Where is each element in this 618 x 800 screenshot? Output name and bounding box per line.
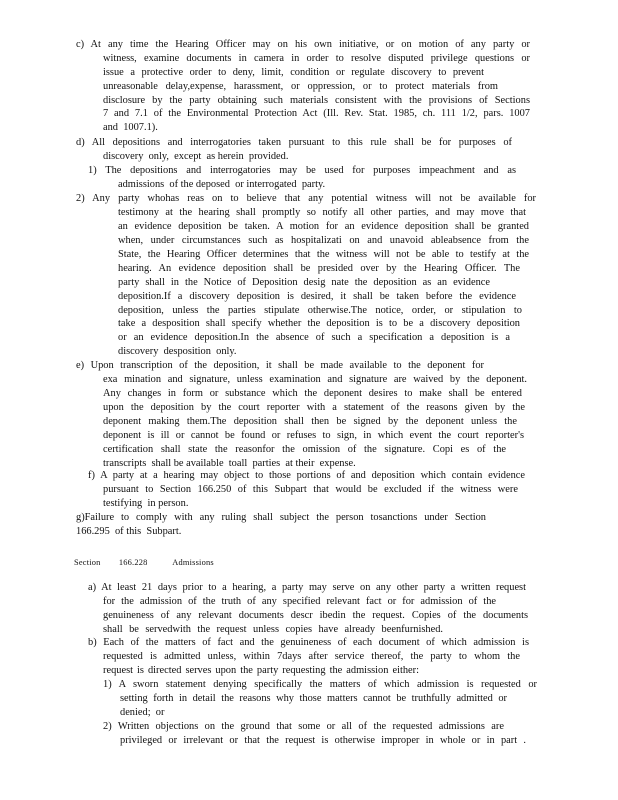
text-line: testifying in person. (103, 498, 189, 509)
text-line: upon the deposition by the court reporter with a statement of the reasons given by the (103, 402, 525, 413)
text-line: testimony at the hearing shall promptly so notify all other parties, and may move that (118, 207, 526, 218)
text-line: g)Failure to comply with any ruling shall subject the person tosanctions under Section (76, 512, 486, 523)
text-line: privileged or irrelevant or that the request is otherwise improper in whole or in part . (120, 735, 526, 746)
text-line: deponent making them.The deposition shall then be signed by the deponent unless the (103, 416, 517, 427)
text-line: genuineness of any relevant documents descr ibedin the request. Copies of the documents (103, 610, 528, 621)
text-line: 7 and 7.1 of the Environmental Protection Act (Ill. Rev. Stat. 1985, ch. 111 1/2, pars. 1007 (103, 108, 530, 119)
text-line: unreasonable delay,expense, harassment, or oppression, or to protect materials from (103, 81, 498, 92)
text-line: party shall in the Notice of Deposition desig nate the deposition as an evidence (118, 277, 490, 288)
text-line: take a desposition shall specify whether the deposition is to be a discovery deposition (118, 318, 520, 329)
text-line: deposition.If a discovery deposition is desired, it shall be taken before the evidence (118, 291, 516, 302)
text-line: exa mination and signature, unless examination and signature are waived by the deponent. (103, 374, 527, 385)
text-line: discovery only, except as herein provided. (103, 151, 289, 162)
text-line: or an evidence deposition.In the absence of such a specification a deposition is a (118, 332, 510, 343)
section-heading: Section 166.228 Admissions (74, 558, 214, 567)
text-line: when, under circumstances such as hospitalizati on and unavoid ableabsence from the (118, 235, 529, 246)
text-line: 166.295 of this Subpart. (76, 526, 182, 537)
text-line: State, the Hearing Officer determines that the witness will not be able to testify at the (118, 249, 529, 260)
text-line: disclosure by the party obtaining such materials consistent with the provisions of Sections (103, 95, 530, 106)
text-line: setting forth in detail the reasons why those matters cannot be truthfully admitted or (120, 693, 507, 704)
text-line: f) A party at a hearing may object to those portions of and deposition which contain evidence (88, 470, 525, 481)
text-line: denied; or (120, 707, 165, 718)
text-line: pursuant to Section 166.250 of this Subpart that would be excluded if the witness were (103, 484, 518, 495)
text-line: admissions of the deposed or interrogated party. (118, 179, 326, 190)
text-line: a) At least 21 days prior to a hearing, a party may serve on any other party a written request (88, 582, 526, 593)
text-line: for the admission of the truth of any specified relevant fact or for admission of the (103, 596, 496, 607)
text-line: issue a protective order to deny, limit, condition or regulate discovery to prevent (103, 67, 484, 78)
text-line: e) Upon transcription of the deposition, it shall be made available to the deponent for (76, 360, 484, 371)
text-line: requested is admitted unless, within 7days after service thereof, the party to whom the (103, 651, 520, 662)
text-line: 1) A sworn statement denying specifically the matters of which admission is requested or (103, 679, 537, 690)
text-line: 2) Written objections on the ground that some or all of the requested admissions are (103, 721, 504, 732)
text-line: an evidence deposition be taken. A motion for an evidence deposition shall be granted (118, 221, 529, 232)
text-line: c) At any time the Hearing Officer may on his own initiative, or on motion of any party or (76, 39, 530, 50)
text-line: shall be servedwith the request unless copies have already beenfurnished. (103, 624, 443, 635)
text-line: request is directed serves upon the party requesting the admission either: (103, 665, 419, 676)
text-line: certification shall state the reasonfor the omission of the signature. Copi es of the (103, 444, 506, 455)
text-line: deponent is ill or cannot be found or refuses to sign, in which event the court reporter's (103, 430, 524, 441)
text-line: and 1007.1). (103, 122, 158, 133)
text-line: deposition, unless the parties stipulate otherwise.The notice, order, or stipulation to (118, 305, 522, 316)
text-line: discovery desposition only. (118, 346, 237, 357)
text-line: 2) Any party whohas reas on to believe that any potential witness will not be available for (76, 193, 536, 204)
text-line: 1) The depositions and interrogatories may be used for purposes impeachment and as (88, 165, 516, 176)
text-line: witness, examine documents in camera in order to resolve disputed privilege questions or (103, 53, 530, 64)
text-line: hearing. An evidence deposition shall be presided over by the Hearing Officer. The (118, 263, 520, 274)
text-line: Any changes in form or substance which the deponent desires to make shall be entered (103, 388, 522, 399)
text-line: transcripts shall be available toall parties at their expense. (103, 458, 356, 469)
text-line: b) Each of the matters of fact and the genuineness of each document of which admission is (88, 637, 529, 648)
text-line: d) All depositions and interrogatories taken pursuant to this rule shall be for purposes of (76, 137, 512, 148)
